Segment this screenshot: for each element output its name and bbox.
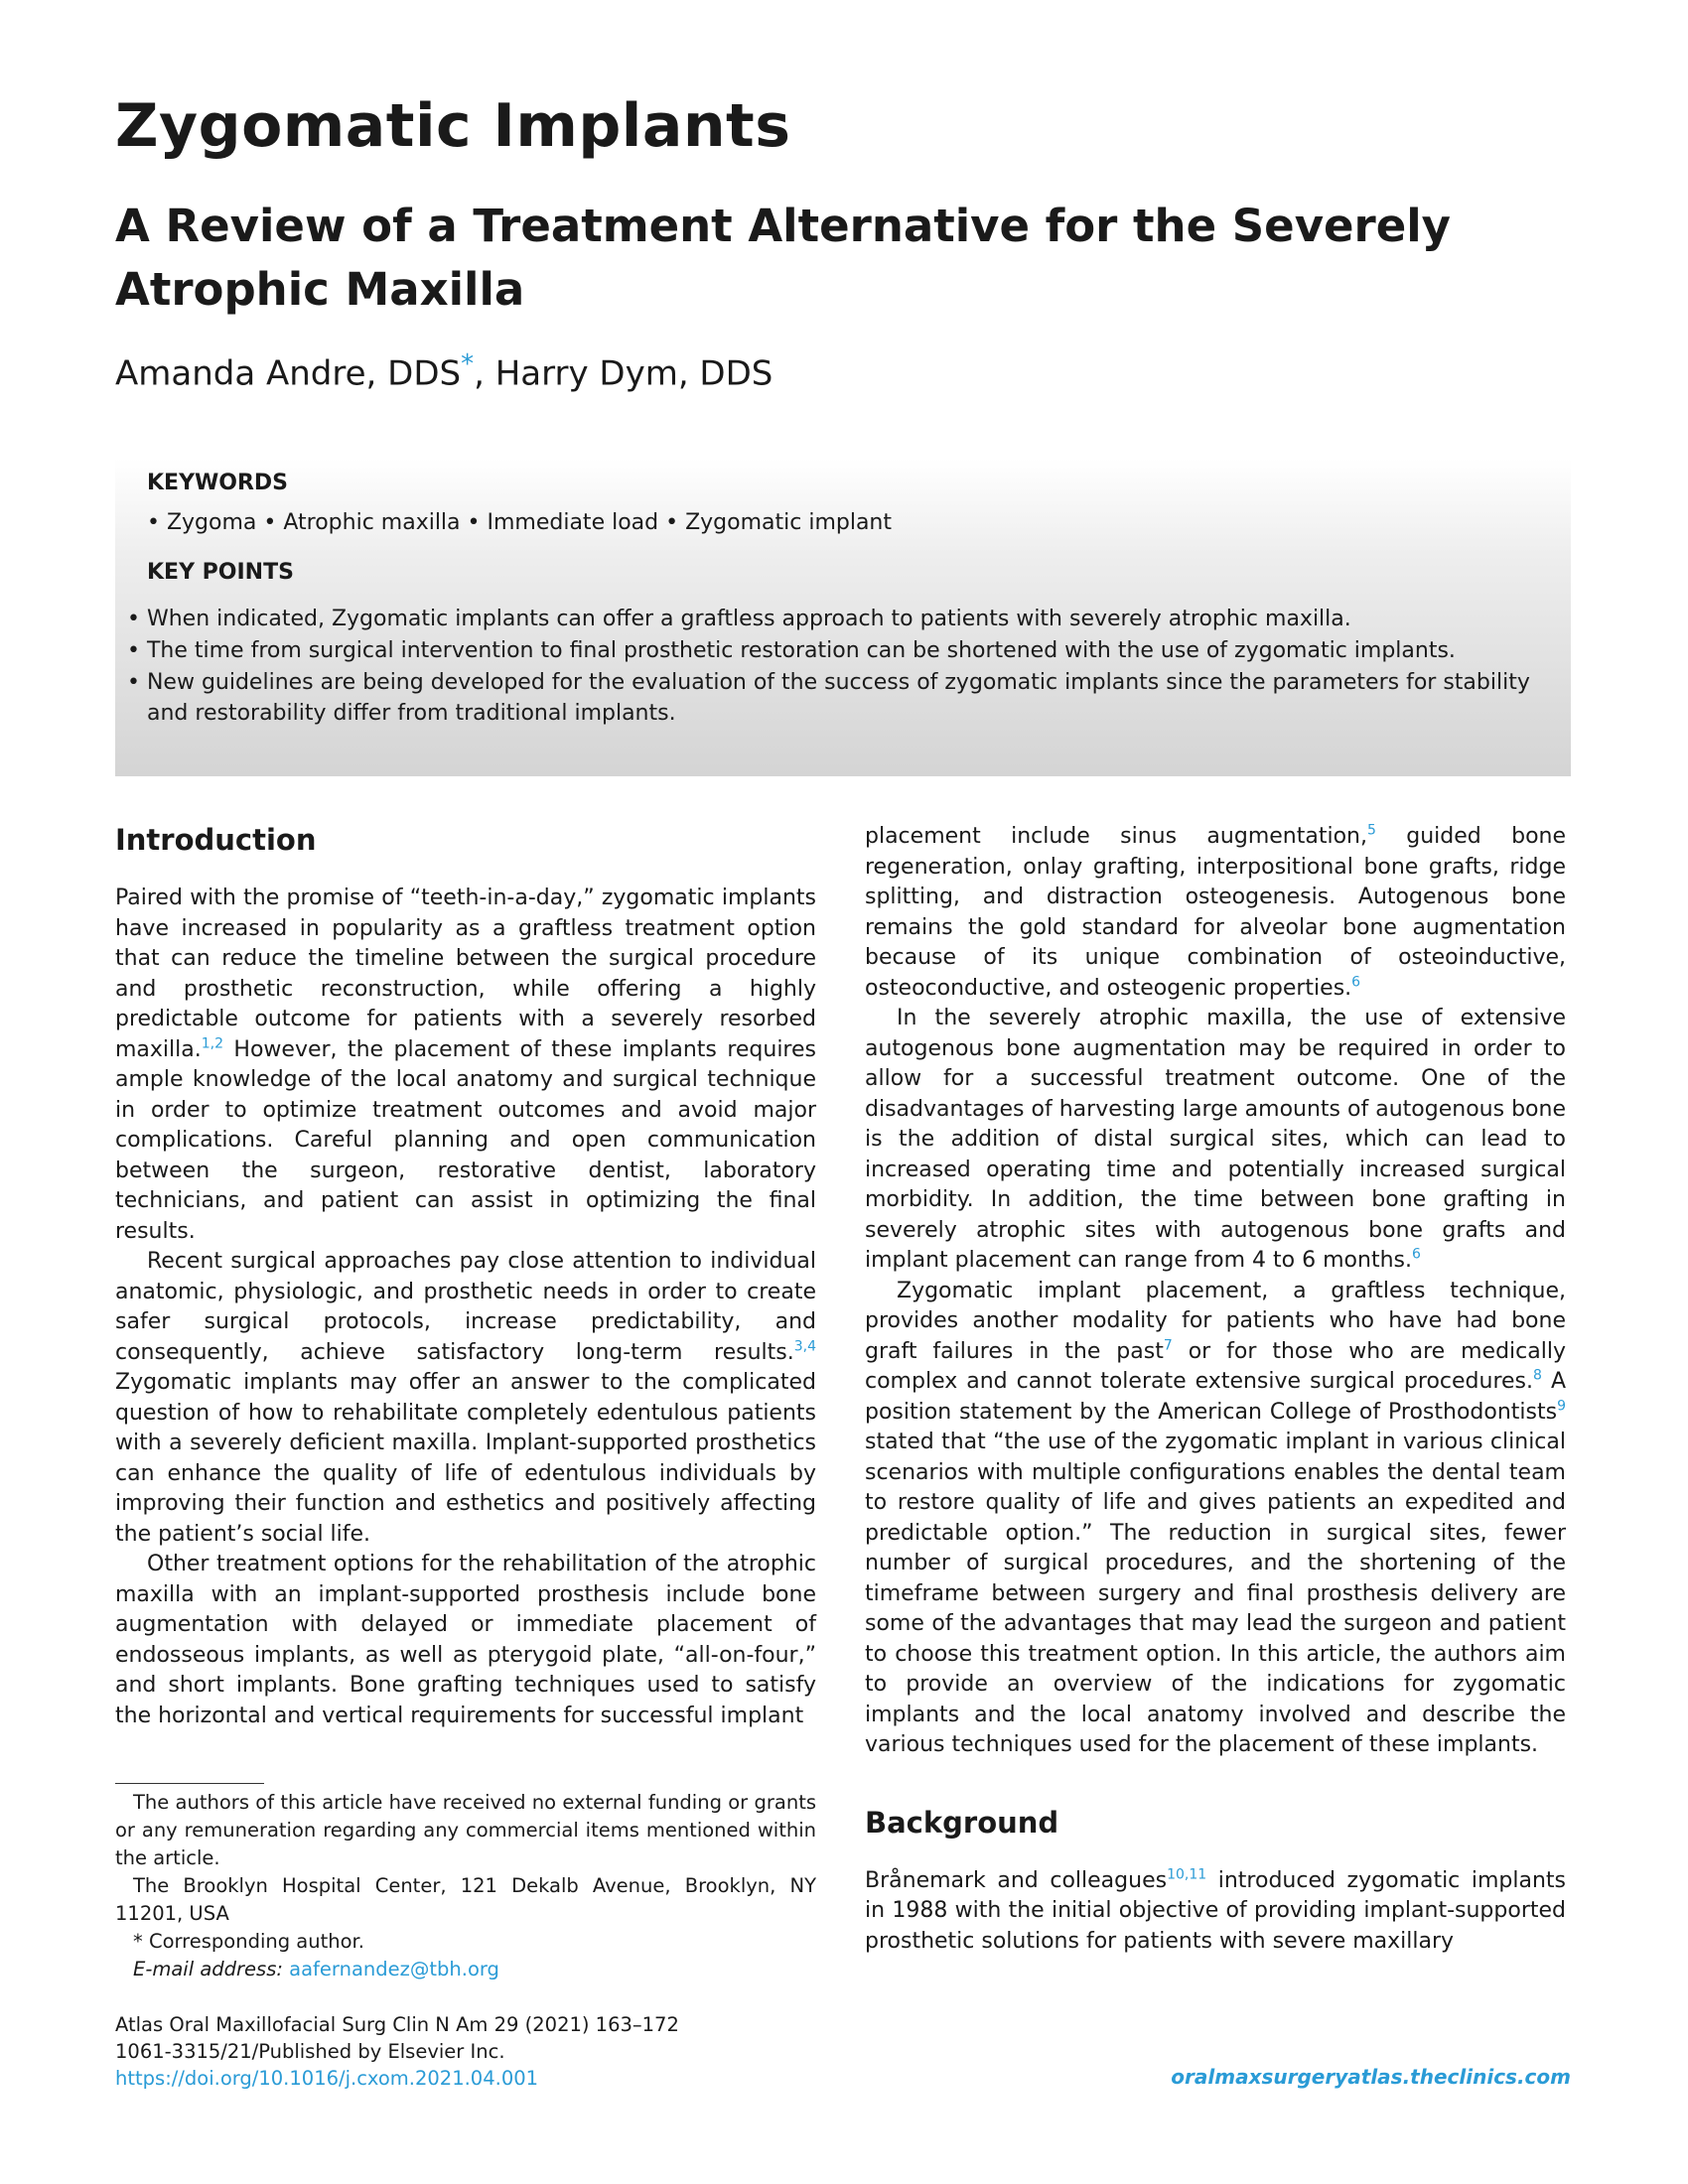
email-link[interactable]: aafernandez@tbh.org <box>289 1958 499 1980</box>
intro-paragraph-3: Other treatment options for the rehabilitation of the atrophic maxilla with an implant-supported prosthesis include bone augmentation with delayed or immediate placement of endosseous implants, as well as pterygoid plate, “all-on-four,” and short implants. Bone grafting techniques used to satisfy the horizontal and vertical requirements for successful implant <box>115 1552 816 1728</box>
affiliation-note: The Brooklyn Hospital Center, 121 Dekalb Avenue, Brooklyn, NY 11201, USA <box>115 1874 816 1925</box>
keywords-list: • Zygoma • Atrophic maxilla • Immediate load • Zygomatic implant <box>147 510 892 535</box>
intro-paragraph-4: In the severely atrophic maxilla, the use of extensive autogenous bone augmentation may be required in order to allow for a successful treatment outcome. One of the disadvantages of harvesting large amounts of autogenous bone is the addition of distal surgical sites, which can lead to increased operating time and potentially increased surgical morbidity. In addition, the time between bone grafting in severely atrophic sites with autogenous bone grafts and implant placement can range from 4 to 6 months.$^6$ <box>865 1006 1566 1273</box>
intro-paragraph-3-continued: placement include sinus augmentation,$^5$ guided bone regeneration, onlay grafting, interpositional bone grafts, ridge splitting, and distraction osteogenesis. Autogenous bone remains the gold standard for alveolar bone augmentation because of its unique combination of osteoinductive, osteoconductive, and osteogenic properties.$^6$ <box>865 822 1567 1001</box>
right-column <box>865 822 1566 1957</box>
footnotes <box>115 1789 816 1983</box>
intro-paragraph-5: Zygomatic implant placement, a graftless technique, provides another modality for patients who have had bone graft failures in the past$^7$ or for those who are medically complex and cannot tolerate extensive surgical procedures.$^8$ A position statement by the American College of Prosthodontists$^9$ stated that “the use of the zygomatic implant in various clinical scenarios with multiple configurations enables the dental team to restore quality of life and gives patients an expedited and predictable option.” The reduction in surgical sites, fewer number of surgical procedures, and the shortening of the timeframe between surgery and final prosthesis delivery are some of the advantages that may lead the surgeon and patient to choose this treatment option. In this article, the authors aim to provide an overview of the indications for zygomatic implants and the local anatomy involved and describe the various techniques used for the placement of these implants. <box>865 1278 1567 1757</box>
journal-url-link[interactable]: oralmaxsurgeryatlas.theclinics.com <box>1171 2065 1571 2089</box>
article-title: Zygomatic Implants <box>115 91 791 161</box>
key-point-item: • The time from surgical intervention to final prosthetic restoration can be shortened with the use of zygomatic implants. <box>127 638 1456 663</box>
corresponding-note: * Corresponding author. <box>133 1930 364 1953</box>
left-column <box>115 814 816 1731</box>
author-line <box>115 349 773 393</box>
reference-link[interactable]: 3,4 <box>793 1338 816 1355</box>
keywords-box <box>115 459 1571 776</box>
doi-link[interactable]: https://doi.org/10.1016/j.cxom.2021.04.001 <box>115 2067 539 2090</box>
background-heading: Background <box>865 1805 1059 1840</box>
citation-block <box>115 2011 679 2092</box>
background-paragraph-1: Brånemark and colleagues$^{10,11}$ introduced zygomatic implants in 1988 with the initial objective of providing implant-supported prosthetic solutions for patients with severe maxillary <box>865 1866 1566 1954</box>
reference-link[interactable]: 6 <box>1411 1246 1421 1263</box>
reference-link[interactable]: 7 <box>1163 1337 1173 1354</box>
author-name: Amanda Andre, DDS <box>115 353 462 394</box>
reference-link[interactable]: 1,2 <box>201 1035 224 1052</box>
email-note <box>115 1956 816 1983</box>
reference-link[interactable]: 5 <box>1366 822 1376 839</box>
reference-link[interactable]: 10,11 <box>1167 1866 1207 1883</box>
intro-paragraph-1: Paired with the promise of “teeth-in-a-day,” zygomatic implants have increased in popularity as a graftless treatment option that can reduce the timeline between the surgical procedure and prosthetic reconstruction, while offering a highly predictable outcome for patients with a severely resorbed maxilla.$^{1,2}$ However, the placement of these implants requires ample knowledge of the local anatomy and surgical technique in order to optimize treatment outcomes and avoid major complications. Careful planning and open communication between the surgeon, restorative dentist, laboratory technicians, and patient can assist in optimizing the final results. <box>115 886 816 1244</box>
introduction-heading: Introduction <box>115 823 317 857</box>
reference-link[interactable]: 8 <box>1533 1367 1542 1384</box>
reference-link[interactable]: 6 <box>1351 974 1361 991</box>
intro-paragraph-2: Recent surgical approaches pay close attention to individual anatomic, physiologic, and prosthetic needs in order to create safer surgical protocols, increase predictability, and consequently, achieve satisfactory long-term results.$^{3,4}$ Zygomatic implants may offer an answer to the complicated question of how to rehabilitate completely edentulous patients with a severely deficient maxilla. Implant-supported prosthetics can enhance the quality of life of edentulous individuals by improving their function and esthetics and positively affecting the patient’s social life. <box>115 1249 816 1547</box>
funding-note: The authors of this article have received no external funding or grants or any remuneration regarding any commercial items mentioned within the article. <box>115 1791 816 1869</box>
reference-link[interactable]: 9 <box>1557 1398 1566 1415</box>
key-points-heading: KEY POINTS <box>147 560 294 585</box>
issn-line: 1061-3315/21/Published by Elsevier Inc. <box>115 2040 505 2063</box>
keywords-heading: KEYWORDS <box>147 471 289 495</box>
footnote-rule <box>115 1783 264 1784</box>
corresponding-author-link[interactable]: * <box>461 349 475 379</box>
article-subtitle: A Review of a Treatment Alternative for the Severely Atrophic Maxilla <box>115 200 1452 316</box>
coauthor-name: , Harry Dym, DDS <box>474 353 774 394</box>
journal-citation: Atlas Oral Maxillofacial Surg Clin N Am 29 (2021) 163–172 <box>115 2013 679 2036</box>
email-label: E-mail address: <box>133 1958 283 1980</box>
key-point-item: • When indicated, Zygomatic implants can offer a graftless approach to patients with severely atrophic maxilla. <box>127 607 1351 631</box>
key-point-item: • New guidelines are being developed for the evaluation of the success of zygomatic implants since the parameters for stability and restorability differ from traditional implants. <box>127 670 1530 726</box>
